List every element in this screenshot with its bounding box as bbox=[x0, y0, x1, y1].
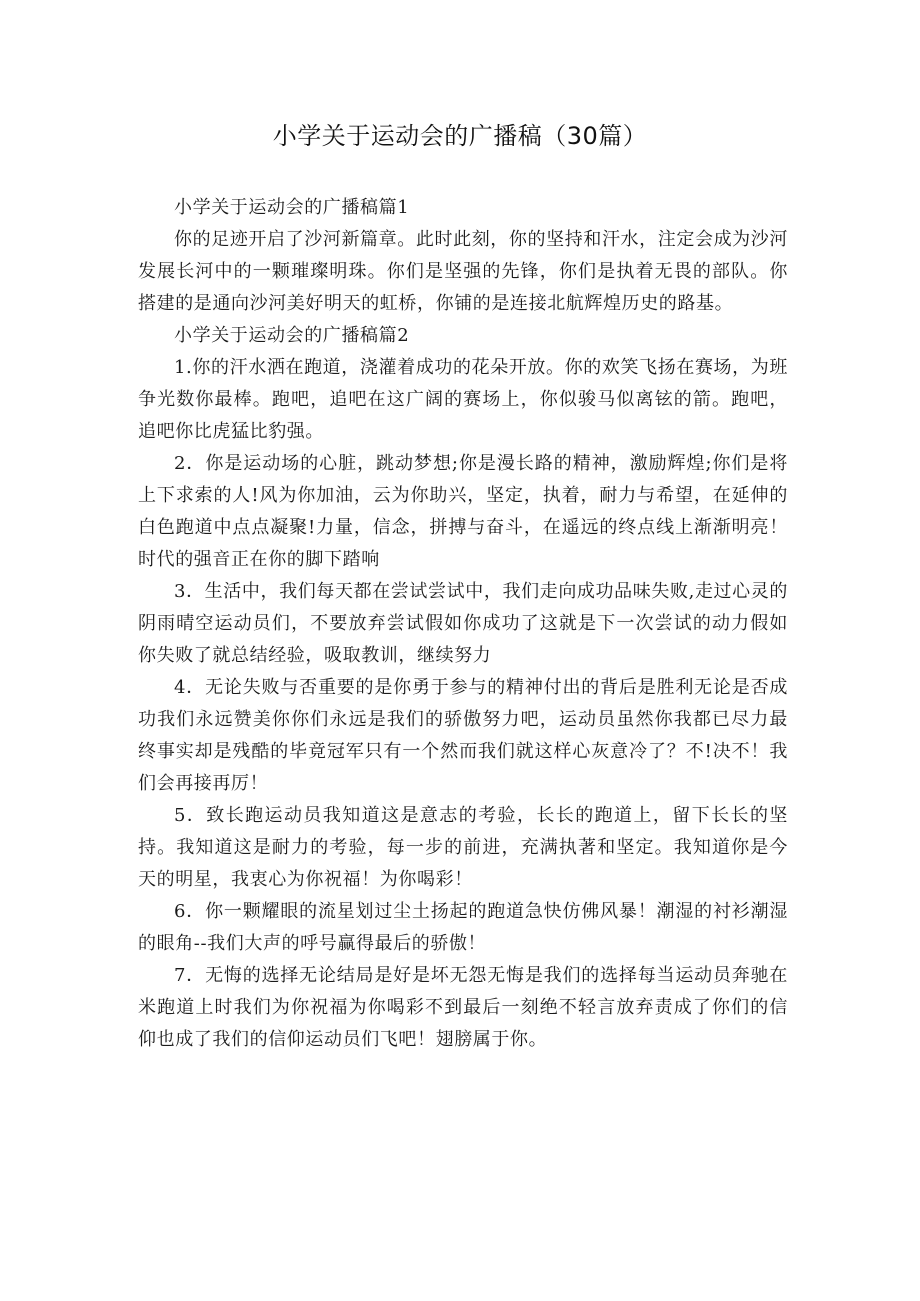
paragraph: 4．无论失败与否重要的是你勇于参与的精神付出的背后是胜利无论是否成功我们永远赞美你你们永远是我们的骄傲努力吧，运动员虽然你我都已尽力最终事实却是残酷的毕竟冠军只有一个然而我们就这样心灰意冷了？不!决不！我们会再接再厉！ bbox=[138, 677, 788, 794]
document-title: 小学关于运动会的广播稿（30篇） bbox=[272, 122, 648, 150]
paragraph: 7．无悔的选择无论结局是好是坏无怨无悔是我们的选择每当运动员奔驰在米跑道上时我们为你祝福为你喝彩不到最后一刻绝不轻言放弃责成了你们的信仰也成了我们的信仰运动员们飞吧！翅膀属于你。 bbox=[138, 965, 788, 1050]
section-heading: 小学关于运动会的广播稿篇1 bbox=[174, 197, 410, 218]
paragraph: 6．你一颗耀眼的流星划过尘土扬起的跑道急快仿佛风暴！潮湿的衬衫潮湿的眼角--我们大声的呼号赢得最后的骄傲！ bbox=[138, 901, 788, 954]
paragraph: 1.你的汗水洒在跑道，浇灌着成功的花朵开放。你的欢笑飞扬在赛场，为班争光数你最棒。跑吧，追吧在这广阔的赛场上，你似骏马似离铉的箭。跑吧，追吧你比虎猛比豹强。 bbox=[138, 357, 788, 442]
paragraph: 你的足迹开启了沙河新篇章。此时此刻，你的坚持和汗水，注定会成为沙河发展长河中的一颗璀璨明珠。你们是坚强的先锋，你们是执着无畏的部队。你搭建的是通向沙河美好明天的虹桥，你铺的是连接北航辉煌历史的路基。 bbox=[138, 229, 788, 314]
paragraph: 3．生活中，我们每天都在尝试尝试中，我们走向成功品味失败,走过心灵的阴雨晴空运动员们，不要放弃尝试假如你成功了这就是下一次尝试的动力假如你失败了就总结经验，吸取教训，继续努力 bbox=[138, 581, 788, 666]
section-heading: 小学关于运动会的广播稿篇2 bbox=[174, 325, 410, 346]
paragraph: 5．致长跑运动员我知道这是意志的考验，长长的跑道上，留下长长的坚持。我知道这是耐力的考验，每一步的前进，充满执著和坚定。我知道你是今天的明星，我衷心为你祝福！为你喝彩！ bbox=[138, 805, 788, 890]
paragraph: 2．你是运动场的心脏，跳动梦想;你是漫长路的精神，激励辉煌;你们是将上下求索的人!风为你加油，云为你助兴，坚定，执着，耐力与希望，在延伸的白色跑道中点点凝聚!力量，信念，拼搏与奋斗，在遥远的终点线上渐渐明亮！时代的强音正在你的脚下踏响 bbox=[138, 453, 788, 570]
document-body bbox=[138, 192, 788, 1056]
